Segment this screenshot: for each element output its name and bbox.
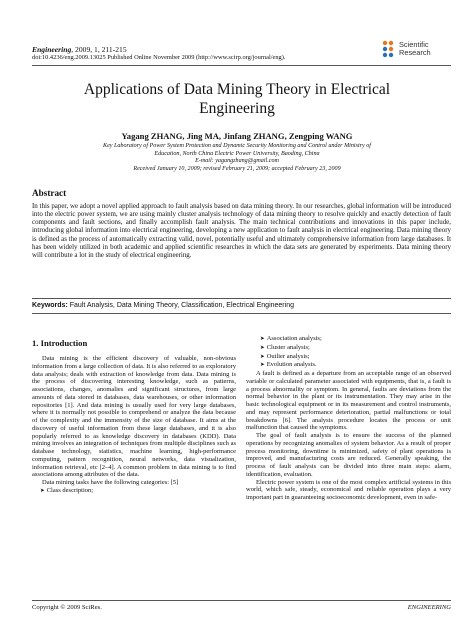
scientific-research-logo [381, 38, 451, 64]
keywords-rule-top [32, 298, 451, 299]
intro-paragraph-1: Data mining is the efficient discovery of valuable, non-obvious information from a large collection of data. It is also referred to as exploratory data analysis; deals with extraction of knowledge from data. Data mining is the process of discovering interesting knowledge, such as patterns, associations, changes, anomalies and significant structures, from large amounts of data stored in databases, data warehouses, or other information repositories [1]. And data mining is usually used for very large databases, where it is normally not possible to comprehend or analyze the data because of the complexity and the immensity of the size of database. It aims at the discovery of useful information from these large databases, and it is also popularly referred to as knowledge discovery in databases (KDD). Data mining involves an integration of techniques from multiple disciplines such as database technology, statistics, machine learning, high-performance computing, pattern recognition, neural networks, data visualization, information retrieval, etc [2–4]. A common problem in data mining is to find associations among attributes of the data. [32, 355, 236, 479]
footer-rule [32, 600, 451, 601]
arrow-bullet-icon: ➤ [40, 487, 45, 494]
logo-dots-icon [381, 40, 397, 60]
received-dates: Received January 10, 2009; revised February 21, 2009; accepted February 23, 2009 [133, 165, 341, 172]
affiliation-line-2: Education, North China Electric Power University, Baoding, China [154, 150, 320, 157]
intro-paragraph-5: Electric power system is one of the most complex artificial systems in this world, which safe, steady, economical and reliable operation plays a very important part in guaranteeing socioeconomic development, even in safe- [246, 478, 451, 501]
intro-paragraph-4: The goal of fault analysis is to ensure the success of the planned operations by recognizing anomalies of system behavior. As a result of proper process monitoring, downtime is minimized, safety of plant operations is improved, and manufacturing costs are reduced. Generally speaking, the process of fault analysis can be divided into three main steps: alarm, identification, evaluation. [246, 432, 451, 478]
intro-paragraph-3: A fault is defined as a departure from an acceptable range of an observed variable or calculated parameter associated with equipments, that is, a fault is a process abnormality or symptom. In general, faults are deviations from the normal behavior in the plant or its instrumentation. They may arise in the basic technological equipment or in its measurement and control instruments, and may represent performance deterioration, partial malfunctions or total breakdowns [6]. The analysis procedure locates the process or unit malfunction that caused the symptoms. [246, 370, 451, 432]
arrow-bullet-icon: ➤ [260, 344, 265, 351]
journal-header [32, 45, 362, 63]
section-heading-introduction: 1. Introduction [32, 338, 88, 348]
keywords-text: Fault Analysis, Data Mining Theory, Classification, Electrical Engineering [67, 302, 294, 309]
bullet-item: ➤ Evolution analysis. [260, 361, 317, 369]
keywords-label: Keywords: [32, 302, 68, 309]
footer-copyright: Copyright © 2009 SciRes. [32, 604, 102, 611]
bullet-item: ➤ Class description; [40, 486, 94, 494]
header-rule [32, 65, 451, 66]
keywords [32, 301, 451, 310]
logo-line-2: Research [399, 48, 431, 58]
title-line-2: Engineering [199, 100, 275, 117]
abstract-text: In this paper, we adopt a novel applied approach to fault analysis based on data mining theory. In our researches, global information will be introduced into the electric power system, we are using mainly cluster analysis technology of data mining theory to resolve quickly and exactly detection of fault components and fault sections, and finally accomplish fault analysis. The main technical contributions and innovations in this paper include, introducing global information into electrical engineering, developing a new application to fault analysis in electrical engineering. Data mining theory is defined as the process of automatically extracting valid, novel, potentially useful and ultimately comprehensive information from large databases. It has been widely utilized in both academic and applied scientific researches in which the data sets are generated by experiments. Data mining theory will contribute a lot in the study of electrical engineering. [32, 202, 451, 259]
logo-text [399, 41, 431, 57]
arrow-bullet-icon: ➤ [260, 362, 265, 369]
arrow-bullet-icon: ➤ [260, 353, 265, 360]
authors: Yagang ZHANG, Jing MA, Jinfang ZHANG, Zengping WANG [121, 131, 353, 141]
journal-issue: , 2009, 1, 211-215 [71, 45, 127, 54]
arrow-bullet-icon: ➤ [260, 336, 265, 342]
title-line-1: Applications of Data Mining Theory in Electrical [83, 81, 391, 98]
footer-journal: ENGINEERING [407, 604, 451, 611]
logo-line-1: Scientific [399, 40, 429, 49]
email: E-mail: yagangzhang@gmail.com [195, 158, 279, 165]
abstract-heading: Abstract [32, 188, 67, 198]
right-column [246, 335, 451, 502]
bullet-item: ➤ Association analysis; [260, 335, 322, 342]
keywords-rule-bottom [32, 313, 451, 314]
intro-paragraph-2: Data mining tasks have the following categories: [5] [42, 479, 179, 486]
affiliation [36, 143, 438, 173]
left-column [32, 355, 236, 496]
bullet-item: ➤ Outlier analysis; [260, 352, 310, 360]
journal-citation [32, 45, 362, 54]
journal-name: Engineering [32, 45, 72, 54]
bullet-item: ➤ Cluster analysis; [260, 343, 310, 351]
affiliation-line-1: Key Laboratory of Power System Protection and Dynamic Security Monitoring and Control under Ministry of [103, 143, 371, 149]
paper-title [40, 80, 434, 118]
doi-line: doi:10.4236/eng.2009.13025 Published Online November 2009 (http://www.scirp.org/journal/eng). [32, 54, 286, 61]
